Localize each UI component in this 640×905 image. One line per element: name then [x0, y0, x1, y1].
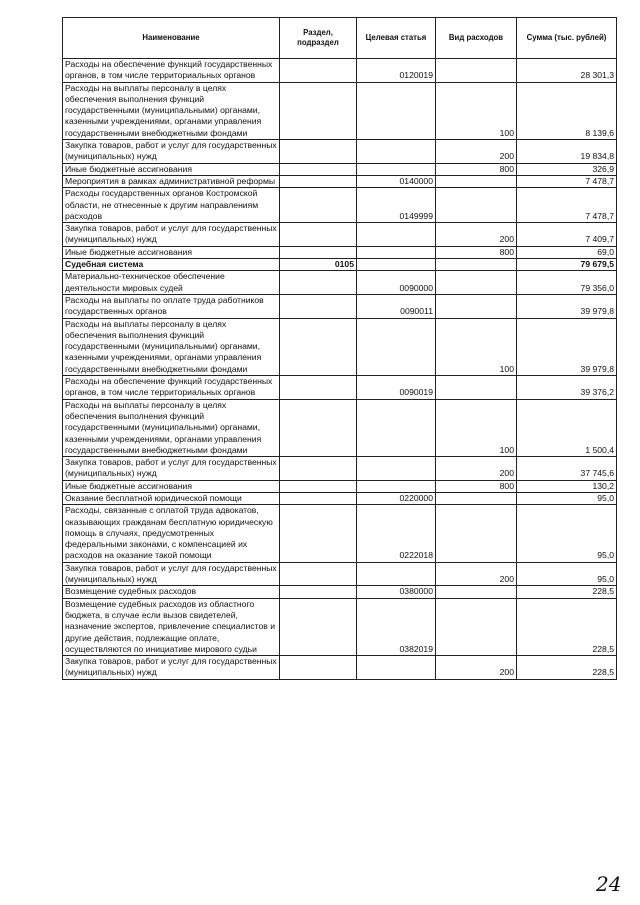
- row-section-cell: [280, 82, 357, 139]
- header-name: Наименование: [63, 18, 280, 59]
- row-sum-cell: 69,0: [517, 246, 617, 258]
- table-row: [63, 294, 617, 318]
- row-section-cell: [280, 586, 357, 598]
- row-name-cell: Мероприятия в рамках административной реформы: [63, 175, 280, 187]
- table-row: [63, 82, 617, 139]
- table-row: [63, 163, 617, 175]
- row-section-cell: [280, 271, 357, 295]
- table-row: [63, 492, 617, 504]
- table-header-row: [63, 18, 617, 59]
- row-name-cell: Иные бюджетные ассигнования: [63, 480, 280, 492]
- row-sum-cell: 39 979,8: [517, 318, 617, 375]
- page-number: 24: [596, 872, 622, 896]
- row-expense-type-cell: [436, 59, 517, 83]
- row-name-cell: Иные бюджетные ассигнования: [63, 163, 280, 175]
- budget-table: [62, 17, 617, 680]
- table-row: [63, 223, 617, 247]
- row-sum-cell: 326,9: [517, 163, 617, 175]
- row-sum-cell: 228,5: [517, 598, 617, 655]
- row-expense-type-cell: 800: [436, 480, 517, 492]
- row-name-cell: Расходы на выплаты по оплате труда работников государственных органов: [63, 294, 280, 318]
- row-expense-type-cell: [436, 586, 517, 598]
- row-section-cell: [280, 163, 357, 175]
- row-expense-type-cell: [436, 492, 517, 504]
- row-expense-type-cell: [436, 294, 517, 318]
- row-name-cell: Возмещение судебных расходов из областного бюджета, в случае если вызов свидетелей, назначение экспертов, привлечение специалистов и другие действия, подлежащие оплате, осуществляются по инициативе мирового судьи: [63, 598, 280, 655]
- row-sum-cell: 1 500,4: [517, 399, 617, 456]
- row-expense-type-cell: 100: [436, 399, 517, 456]
- table-row: [63, 598, 617, 655]
- row-article-cell: [357, 399, 436, 456]
- row-section-cell: [280, 562, 357, 586]
- row-name-cell: Закупка товаров, работ и услуг для государственных (муниципальных) нужд: [63, 562, 280, 586]
- row-section-cell: [280, 492, 357, 504]
- row-section-cell: [280, 480, 357, 492]
- row-name-cell: Расходы на обеспечение функций государственных органов, в том числе территориальных органов: [63, 59, 280, 83]
- row-article-cell: [357, 562, 436, 586]
- row-sum-cell: 228,5: [517, 586, 617, 598]
- row-name-cell: Судебная система: [63, 259, 280, 271]
- table-row: [63, 562, 617, 586]
- row-article-cell: 0090000: [357, 271, 436, 295]
- row-section-cell: [280, 294, 357, 318]
- row-sum-cell: 228,5: [517, 656, 617, 680]
- row-section-cell: [280, 656, 357, 680]
- header-sum: Сумма (тыс. рублей): [517, 18, 617, 59]
- row-section-cell: [280, 505, 357, 562]
- row-name-cell: Расходы на выплаты персоналу в целях обеспечения выполнения функций государственными (муниципальными) органами, казенными учреждениями, органами управления государственными внебюджетными фондами: [63, 318, 280, 375]
- row-expense-type-cell: [436, 376, 517, 400]
- row-sum-cell: 7 478,7: [517, 175, 617, 187]
- row-article-cell: [357, 480, 436, 492]
- row-expense-type-cell: 200: [436, 656, 517, 680]
- row-sum-cell: 7 409,7: [517, 223, 617, 247]
- row-name-cell: Материально-техническое обеспечение деятельности мировых судей: [63, 271, 280, 295]
- row-sum-cell: 95,0: [517, 505, 617, 562]
- table-body: [63, 59, 617, 680]
- row-section-cell: [280, 59, 357, 83]
- row-expense-type-cell: 200: [436, 457, 517, 481]
- row-article-cell: 0222018: [357, 505, 436, 562]
- row-name-cell: Оказание бесплатной юридической помощи: [63, 492, 280, 504]
- row-name-cell: Расходы на выплаты персоналу в целях обеспечения выполнения функций государственными (муниципальными) органами, казенными учреждениями, органами управления государственными внебюджетными фондами: [63, 399, 280, 456]
- row-sum-cell: 37 745,6: [517, 457, 617, 481]
- row-expense-type-cell: 200: [436, 140, 517, 164]
- row-article-cell: 0090019: [357, 376, 436, 400]
- row-name-cell: Иные бюджетные ассигнования: [63, 246, 280, 258]
- row-expense-type-cell: [436, 188, 517, 223]
- row-article-cell: [357, 246, 436, 258]
- row-article-cell: [357, 163, 436, 175]
- row-name-cell: Возмещение судебных расходов: [63, 586, 280, 598]
- row-section-cell: [280, 399, 357, 456]
- table-row: [63, 59, 617, 83]
- header-expense-type: Вид расходов: [436, 18, 517, 59]
- row-section-cell: [280, 457, 357, 481]
- row-name-cell: Закупка товаров, работ и услуг для государственных (муниципальных) нужд: [63, 457, 280, 481]
- row-article-cell: 0380000: [357, 586, 436, 598]
- row-sum-cell: 28 301,3: [517, 59, 617, 83]
- row-sum-cell: 130,2: [517, 480, 617, 492]
- row-name-cell: Закупка товаров, работ и услуг для государственных (муниципальных) нужд: [63, 223, 280, 247]
- table-row: [63, 259, 617, 271]
- row-section-cell: [280, 223, 357, 247]
- table-row: [63, 246, 617, 258]
- row-article-cell: [357, 82, 436, 139]
- row-section-cell: [280, 188, 357, 223]
- row-expense-type-cell: [436, 505, 517, 562]
- table-row: [63, 188, 617, 223]
- table-row: [63, 480, 617, 492]
- header-section: Раздел, подраздел: [280, 18, 357, 59]
- table-row: [63, 505, 617, 562]
- row-expense-type-cell: 800: [436, 246, 517, 258]
- row-sum-cell: 8 139,6: [517, 82, 617, 139]
- table-row: [63, 318, 617, 375]
- row-article-cell: [357, 140, 436, 164]
- row-expense-type-cell: [436, 598, 517, 655]
- table-row: [63, 656, 617, 680]
- row-sum-cell: 7 478,7: [517, 188, 617, 223]
- row-expense-type-cell: [436, 259, 517, 271]
- row-name-cell: Расходы государственных органов Костромской области, не отнесенные к другим направлениям расходов: [63, 188, 280, 223]
- table-row: [63, 586, 617, 598]
- row-name-cell: Закупка товаров, работ и услуг для государственных (муниципальных) нужд: [63, 656, 280, 680]
- table-row: [63, 376, 617, 400]
- row-expense-type-cell: 100: [436, 82, 517, 139]
- row-article-cell: 0382019: [357, 598, 436, 655]
- row-expense-type-cell: [436, 271, 517, 295]
- row-name-cell: Расходы на выплаты персоналу в целях обеспечения выполнения функций государственными (муниципальными) органами, казенными учреждениями, органами управления государственными внебюджетными фондами: [63, 82, 280, 139]
- row-expense-type-cell: 200: [436, 223, 517, 247]
- row-sum-cell: 79 679,5: [517, 259, 617, 271]
- row-expense-type-cell: [436, 175, 517, 187]
- row-article-cell: 0090011: [357, 294, 436, 318]
- row-sum-cell: 79 356,0: [517, 271, 617, 295]
- row-article-cell: [357, 259, 436, 271]
- row-article-cell: [357, 223, 436, 247]
- row-article-cell: 0220000: [357, 492, 436, 504]
- row-section-cell: [280, 175, 357, 187]
- table-row: [63, 271, 617, 295]
- row-article-cell: [357, 457, 436, 481]
- row-name-cell: Расходы, связанные с оплатой труда адвокатов, оказывающих гражданам бесплатную юридическую помощь в случаях, предусмотренных федеральными законами, с компенсацией их расходов на оказание такой помощи: [63, 505, 280, 562]
- row-article-cell: 0140000: [357, 175, 436, 187]
- row-sum-cell: 95,0: [517, 492, 617, 504]
- row-expense-type-cell: 100: [436, 318, 517, 375]
- row-section-cell: [280, 318, 357, 375]
- row-expense-type-cell: 200: [436, 562, 517, 586]
- row-sum-cell: 95,0: [517, 562, 617, 586]
- row-name-cell: Закупка товаров, работ и услуг для государственных (муниципальных) нужд: [63, 140, 280, 164]
- row-section-cell: 0105: [280, 259, 357, 271]
- table-row: [63, 399, 617, 456]
- row-expense-type-cell: 800: [436, 163, 517, 175]
- header-article: Целевая статья: [357, 18, 436, 59]
- row-section-cell: [280, 246, 357, 258]
- table-row: [63, 457, 617, 481]
- row-article-cell: [357, 318, 436, 375]
- row-article-cell: 0149999: [357, 188, 436, 223]
- row-article-cell: 0120019: [357, 59, 436, 83]
- row-sum-cell: 19 834,8: [517, 140, 617, 164]
- table-row: [63, 175, 617, 187]
- row-section-cell: [280, 140, 357, 164]
- row-section-cell: [280, 598, 357, 655]
- table-row: [63, 140, 617, 164]
- row-sum-cell: 39 376,2: [517, 376, 617, 400]
- row-sum-cell: 39 979,8: [517, 294, 617, 318]
- row-section-cell: [280, 376, 357, 400]
- row-article-cell: [357, 656, 436, 680]
- row-name-cell: Расходы на обеспечение функций государственных органов, в том числе территориальных органов: [63, 376, 280, 400]
